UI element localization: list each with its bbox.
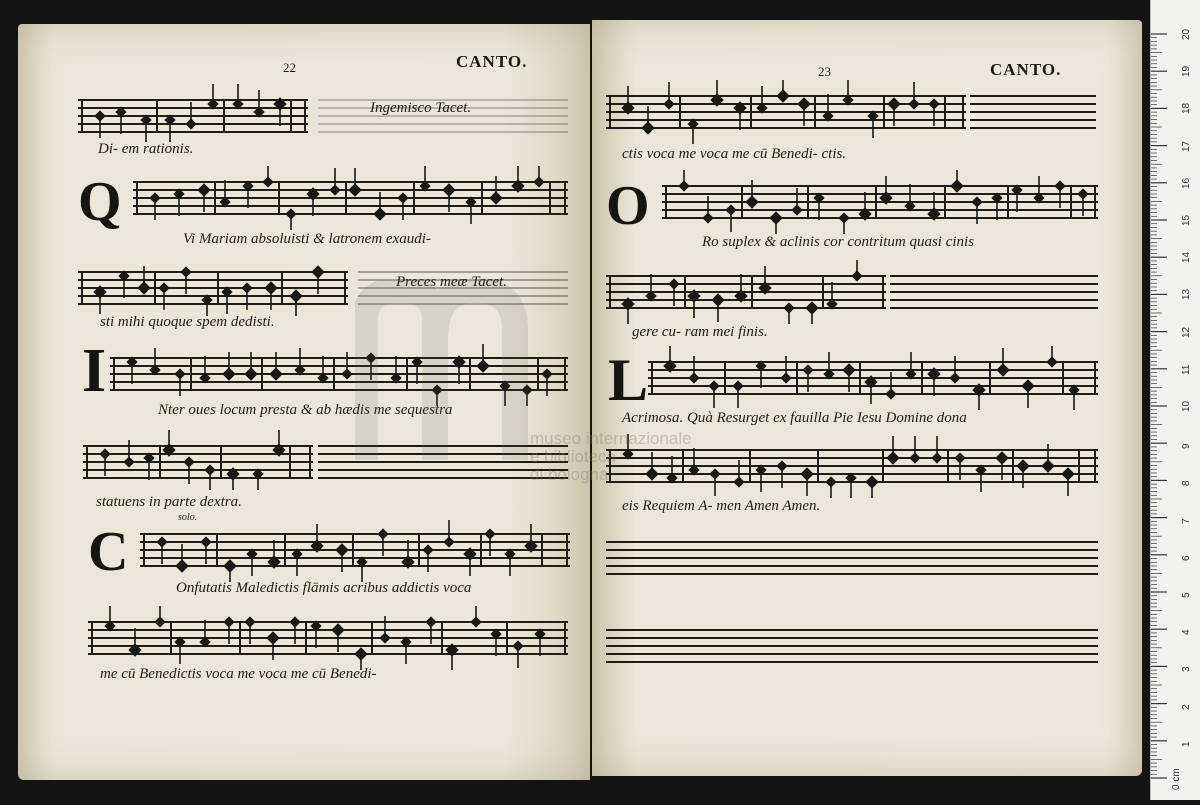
- lyric-line: sti mihi quoque spem dedisti.: [100, 314, 275, 330]
- music-staff: [662, 170, 1098, 234]
- ruler-number: 1: [1181, 741, 1192, 747]
- ruler-number: 20: [1181, 28, 1192, 40]
- ruler-number: 6: [1181, 555, 1192, 561]
- ruler-number: 11: [1181, 364, 1192, 375]
- ruler-number: 18: [1181, 103, 1192, 115]
- ruler-number: 16: [1181, 177, 1192, 189]
- music-staff: [133, 166, 568, 230]
- lyric-line: Ro suplex & aclinis cor contritum quasi cinis: [702, 234, 975, 250]
- lyric-line: me cū Benedictis voca me voca me cū Benedi-: [100, 666, 377, 682]
- ruler-number: 9: [1181, 443, 1192, 450]
- music-staff: [78, 84, 308, 144]
- ruler-number: 8: [1181, 480, 1192, 487]
- ruler-number: 14: [1181, 252, 1192, 264]
- tacet-note: Preces meæ Tacet.: [396, 274, 507, 290]
- drop-cap-initial: L: [608, 347, 649, 413]
- lyric-line: Di- em rationis.: [98, 141, 194, 157]
- measurement-ruler: [1150, 0, 1200, 800]
- drop-cap-initial: Q: [78, 171, 122, 233]
- solo-marking: solo.: [178, 512, 198, 523]
- watermark-logo: [355, 280, 535, 470]
- empty-staff: [890, 260, 1098, 324]
- empty-staff: [606, 614, 1098, 678]
- empty-staff: [970, 80, 1096, 144]
- lyric-line: ctis voca me voca me cū Benedi- ctis.: [622, 146, 847, 162]
- watermark-line: museo internazionale: [530, 429, 692, 448]
- empty-staff: [606, 526, 1098, 590]
- ruler-number: 10: [1181, 400, 1192, 412]
- music-staff: [606, 260, 886, 324]
- music-staff: [648, 346, 1098, 410]
- ruler-number: 2: [1181, 704, 1192, 710]
- lyric-line: eis Requiem A- men Amen Amen.: [622, 498, 821, 514]
- page-number: 23: [818, 64, 831, 79]
- music-staff: [88, 606, 568, 670]
- page-number: 22: [283, 60, 296, 75]
- drop-cap-initial: C: [88, 521, 129, 583]
- music-staff: [78, 256, 348, 316]
- ruler-number: 5: [1181, 592, 1192, 598]
- ruler-number: 17: [1181, 140, 1192, 152]
- watermark-text: [530, 430, 692, 484]
- music-staff: [83, 430, 313, 490]
- lyric-line: Acrimosa. Quà Resurget ex fauilla Pie Iesu Domine dona: [622, 410, 967, 426]
- ruler-number: 15: [1181, 214, 1192, 226]
- lyric-line: Nter oues locum presta & ab hædis me sequestra: [158, 402, 453, 418]
- ruler-unit-label: 0 cm: [1171, 768, 1182, 790]
- watermark-line: di bologna: [530, 465, 609, 484]
- music-staff: [606, 80, 966, 144]
- music-staff: [140, 518, 570, 582]
- drop-cap-initial: O: [606, 175, 650, 237]
- lyric-line: gere cu- ram mei finis.: [632, 324, 768, 340]
- ruler-number: 4: [1181, 629, 1192, 636]
- ruler-number: 13: [1181, 289, 1192, 301]
- tacet-note: Ingemisco Tacet.: [370, 100, 472, 116]
- ruler-number: 3: [1181, 666, 1192, 673]
- watermark-line: e biblioteca: [530, 447, 617, 466]
- page-header: CANTO.: [990, 60, 1062, 79]
- lyric-line: statuens in parte dextra.: [96, 494, 242, 510]
- right-page: [592, 20, 1142, 776]
- ruler-number: 12: [1181, 326, 1192, 338]
- page-header: CANTO.: [456, 52, 528, 71]
- ruler-ticks: [1151, 0, 1200, 800]
- lyric-line: Vi Mariam absoluisti & latronem exaudi-: [183, 231, 431, 247]
- ruler-number: 19: [1181, 66, 1192, 78]
- drop-cap-initial: I: [82, 337, 107, 405]
- lyric-line: Onfutatis Maledictis flāmis acribus addictis voca: [176, 580, 472, 596]
- ruler-number: 7: [1181, 518, 1192, 524]
